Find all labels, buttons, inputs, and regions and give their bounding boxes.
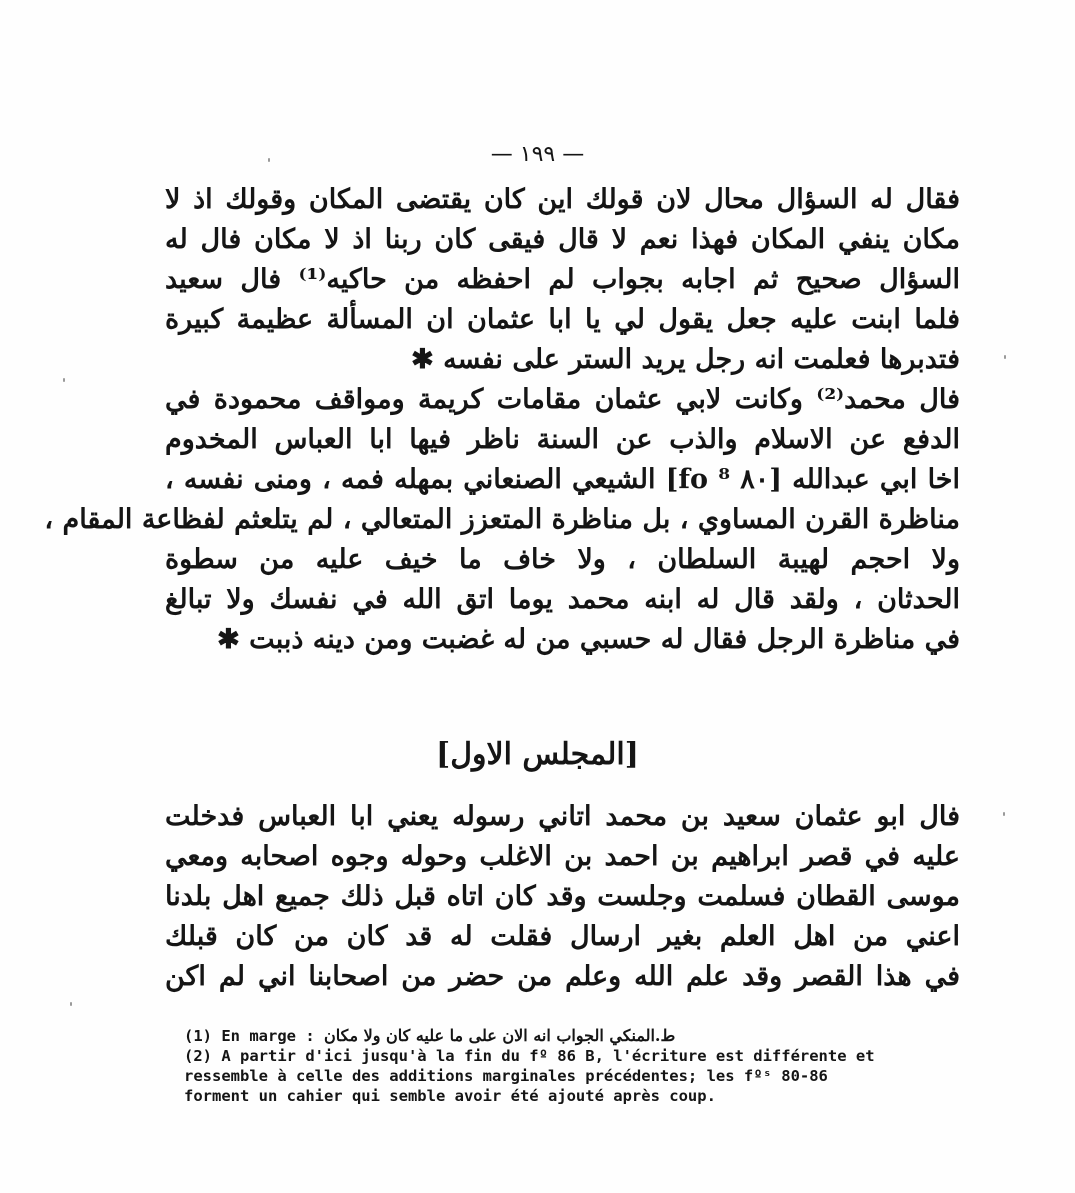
text-line: في هذا القصر وقد علم الله وعلم من حضر من اصحابنا اني لم اكن <box>165 961 960 992</box>
scan-speck <box>1004 355 1006 359</box>
text-line: السؤال صحيح ثم اجابه بجواب لم احفظه من حاكيه⁽¹⁾ فال سعيد <box>165 264 960 295</box>
text-line: عليه في قصر ابراهيم بن احمد بن الاغلب وحوله وجوه اصحابه ومعي <box>165 841 960 872</box>
text-line: فال محمد⁽²⁾ وكانت لابي عثمان مقامات كريمة ومواقف محمودة في <box>165 384 960 415</box>
footnote-2-line: ressemble à celle des additions marginales précédentes; les fºˢ 80-86 <box>184 1067 828 1085</box>
scan-speck <box>63 378 65 382</box>
footnotes <box>184 1026 974 1106</box>
text-line: موسى القطان فسلمت وجلست وقد كان اتاه قبل ذلك جميع اهل بلدنا <box>165 881 960 912</box>
text-line: فتدبرها فعلمت انه رجل يريد الستر على نفسه ✱ <box>411 344 960 375</box>
text-line: فال ابو عثمان سعيد بن محمد اتاني رسوله يعني ابا العباس فدخلت <box>165 801 960 832</box>
text-line: مكان ينفي المكان فهذا نعم لا قال فيقى كان ربنا اذ لا مكان فال له <box>165 224 960 255</box>
paragraph-3 <box>165 797 960 997</box>
scan-speck <box>70 1002 72 1006</box>
paragraph-1 <box>165 180 960 380</box>
footnote-2-line: (2) A partir d'ici jusqu'à la fin du fº 86 B, l'écriture est différente et <box>184 1047 875 1065</box>
footnote-1 <box>184 1026 974 1046</box>
text-line: فقال له السؤال محال لان قولك اين كان يقتضى المكان وقولك اذ لا <box>165 184 960 215</box>
text-line: ولا احجم لهيبة السلطان ، ولا خاف ما خيف عليه من سطوة <box>165 544 960 575</box>
text-line: فلما ابنت عليه جعل يقول لي يا ابا عثمان ان المسألة عظيمة كبيرة <box>165 304 960 335</box>
paragraph-2 <box>44 380 960 660</box>
section-title: [المجلس الاول] <box>436 737 639 772</box>
text-line: في مناظرة الرجل فقال له حسبي من له غضبت ومن دينه ذببت ✱ <box>217 624 960 655</box>
text-line: الحدثان ، ولقد قال له ابنه محمد يوما اتق الله في نفسك ولا تبالغ <box>165 584 960 615</box>
page-number: — ١٩٩ — <box>490 142 585 167</box>
footnote-2-line: forment un cahier qui semble avoir été ajouté après coup. <box>184 1087 716 1105</box>
main-text-block <box>44 180 960 660</box>
text-line: اعني من اهل العلم بغير ارسال فقلت له قد كان من كان قبلك <box>165 921 960 952</box>
footnote-1-arabic: ط.المنكي الجواب انه الان على ما عليه كان ولا مكان <box>324 1026 676 1045</box>
text-line: اخا ابي عبدالله [٨٠ fo ⁸] الشيعي الصنعاني بمهله فمه ، ومنى نفسه ، <box>165 464 960 495</box>
scan-speck <box>1003 812 1005 816</box>
text-line: الدفع عن الاسلام والذب عن السنة ناظر فيها ابا العباس المخدوم <box>165 424 960 455</box>
footnote-1-label: (1) En marge : <box>184 1027 315 1045</box>
text-line: مناظرة القرن المساوي ، بل مناظرة المتعزز المتعالي ، لم يتلعثم لفظاعة المقام ، <box>44 504 960 535</box>
